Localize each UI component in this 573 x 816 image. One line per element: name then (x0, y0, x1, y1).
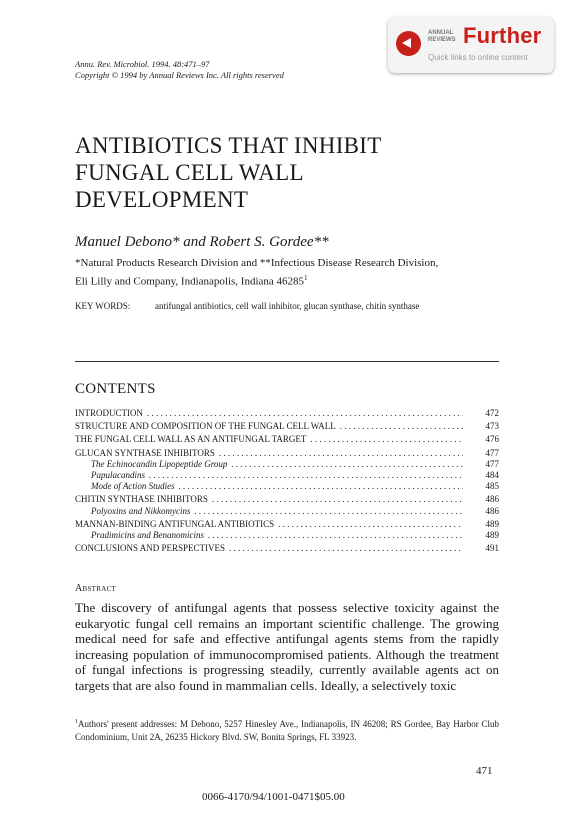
abstract-heading: Abstract (75, 583, 117, 594)
toc-leader-dots (310, 434, 463, 445)
copyright-notice: Copyright © 1994 by Annual Reviews Inc. All rights reserved (75, 70, 284, 80)
toc-entry-title: Pradimicins and Benanomicins (91, 529, 204, 540)
toc-entry-page: 472 (485, 408, 499, 418)
toc-leader-dots (278, 519, 463, 530)
toc-leader-dots (229, 543, 463, 554)
title-line: DEVELOPMENT (75, 187, 249, 212)
toc-entry-title: STRUCTURE AND COMPOSITION OF THE FUNGAL CELL WALL (75, 421, 336, 432)
footnote-text: Authors' present addresses: M Debono, 5257 Hinesley Ave., Indianapolis, IN 46208; RS Gordee, Bay Harbor Club Condominium, Unit 2A, 26235 Hickory Blvd. SW, Bonita Springs, FL 33923. (75, 719, 499, 742)
keywords (75, 301, 419, 311)
toc-leader-dots (179, 481, 463, 492)
keywords-label: KEY WORDS: (75, 301, 131, 311)
toc-entry-page: 476 (485, 434, 499, 445)
toc-entry-title: CHITIN SYNTHASE INHIBITORS (75, 494, 208, 505)
annual-reviews-logo (428, 30, 456, 44)
toc-leader-dots (147, 408, 463, 419)
footnote-number: 1 (75, 719, 78, 725)
toc-entry-title: GLUCAN SYNTHASE INHIBITORS (75, 447, 215, 458)
page-number: 471 (476, 765, 493, 777)
toc-entry[interactable] (75, 543, 499, 554)
toc-entry-page: 473 (485, 421, 499, 432)
contents-heading: CONTENTS (75, 381, 156, 397)
toc-leader-dots (212, 494, 463, 505)
affiliation-line: *Natural Products Research Division and **Infectious Disease Research Division, (75, 257, 439, 269)
article-authors: Manuel Debono* and Robert S. Gordee** (75, 234, 329, 250)
toc-entry-page: 477 (485, 447, 499, 458)
toc-entry-page: 484 (485, 469, 499, 480)
toc-entry-title: The Echinocandin Lipopeptide Group (91, 458, 228, 469)
toc-subentry[interactable] (75, 506, 499, 517)
toc-entry-title: Mode of Action Studies (91, 481, 175, 492)
toc-entry-title: THE FUNGAL CELL WALL AS AN ANTIFUNGAL TARGET (75, 434, 307, 445)
article-title (75, 132, 505, 213)
toc-leader-dots (208, 530, 463, 541)
affiliation-line (75, 271, 515, 290)
keywords-list: antifungal antibiotics, cell wall inhibitor, glucan synthase, chitin synthase (155, 301, 420, 311)
toc-entry-title: Papulacandins (91, 469, 145, 480)
journal-citation: Annu. Rev. Microbiol. 1994. 48:471–97 (75, 59, 210, 69)
toc-entry[interactable] (75, 494, 499, 505)
brand-line-annual: ANNUAL (428, 30, 454, 36)
toc-subentry[interactable] (75, 530, 499, 541)
further-label: Further (463, 23, 542, 48)
article-code: 0066-4170/94/1001-0471$05.00 (202, 791, 345, 803)
toc-entry-page: 489 (485, 529, 499, 540)
journal-citation-block (75, 59, 284, 81)
toc-leader-dots (149, 470, 463, 481)
toc-entry-title: INTRODUCTION (75, 408, 143, 418)
toc-leader-dots (194, 506, 463, 517)
toc-entry[interactable] (75, 434, 499, 445)
toc-subentry[interactable] (75, 470, 499, 481)
toc-entry-page: 486 (485, 505, 499, 516)
toc-entry[interactable] (75, 421, 499, 432)
brand-line-reviews: REVIEWS (428, 37, 456, 43)
abstract-text: The discovery of antifungal agents that possess selective toxicity against the eukaryotic fungal cell remains an important scientific challenge. The growing medical need for safe and effective antifungal agents stems from the rapidly increasing population of immunocompromised patients. Although the treatment of fungal infections is progressing steadily, currently available agents act on targets that are also found in mammalian cells. Ideally, a selectively toxic (75, 600, 499, 693)
toc-entry-page: 491 (485, 543, 499, 554)
table-of-contents (75, 408, 499, 554)
toc-leader-dots (219, 448, 463, 459)
toc-entry-title: Polyoxins and Nikkomycins (91, 505, 191, 516)
toc-subentry[interactable] (75, 459, 499, 470)
footnote-marker[interactable]: 1 (304, 274, 308, 282)
toc-entry-title: CONCLUSIONS AND PERSPECTIVES (75, 543, 226, 554)
divider (75, 361, 499, 362)
title-line: ANTIBIOTICS THAT INHIBIT (75, 133, 382, 158)
toc-entry-page: 486 (485, 494, 499, 505)
toc-leader-dots (231, 459, 463, 470)
toc-entry[interactable] (75, 448, 499, 459)
toc-entry-page: 477 (485, 458, 499, 469)
affiliation-text: Eli Lilly and Company, Indianapolis, Indiana 46285 (75, 275, 305, 288)
toc-entry[interactable] (75, 408, 499, 419)
badge-tagline: Quick links to online content (428, 53, 528, 62)
toc-subentry[interactable] (75, 481, 499, 492)
title-line: FUNGAL CELL WALL (75, 160, 304, 185)
author-affiliation (75, 256, 515, 290)
toc-entry-page: 489 (485, 518, 499, 529)
footnote (75, 716, 499, 744)
toc-entry-page: 485 (485, 481, 499, 492)
toc-leader-dots (340, 421, 463, 432)
toc-entry[interactable] (75, 519, 499, 530)
further-badge[interactable] (388, 17, 554, 73)
toc-entry-title: MANNAN-BINDING ANTIFUNGAL ANTIBIOTICS (75, 518, 275, 529)
play-back-icon (396, 31, 421, 56)
